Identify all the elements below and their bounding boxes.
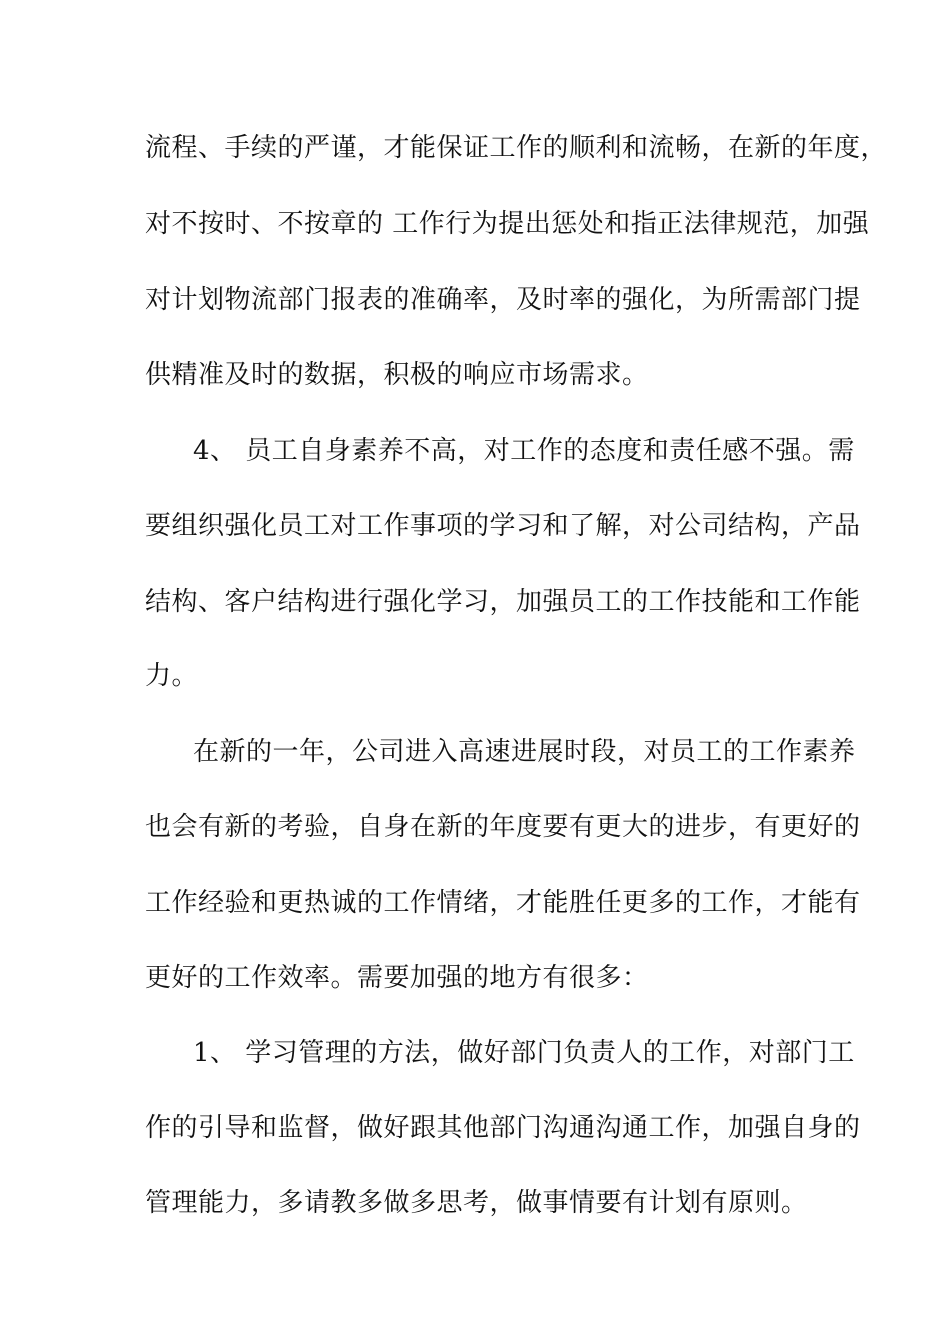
text-line: 流程、手续的严谨，才能保证工作的顺利和流畅，在新的年度， <box>145 133 888 163</box>
text-line: 工作经验和更热诚的工作情绪，才能胜任更多的工作，才能有 <box>145 888 861 918</box>
text-line: 供精准及时的数据，积极的响应市场需求。 <box>145 360 649 390</box>
text-line: 更好的工作效率。需要加强的地方有很多： <box>145 963 649 993</box>
text-line: 管理能力，多请教多做多思考，做事情要有计划有原则。 <box>145 1188 808 1218</box>
text-line: 也会有新的考验，自身在新的年度要有更大的进步，有更好的 <box>145 812 861 842</box>
text-line: 对不按时、不按章的 工作行为提出惩处和指正法律规范，加强 <box>145 209 870 239</box>
paragraph-start-line: 在新的一年，公司进入高速进展时段，对员工的工作素养 <box>193 737 856 767</box>
text-line: 力。 <box>145 661 199 691</box>
text-line: 要组织强化员工对工作事项的学习和了解，对公司结构，产品 <box>145 511 861 541</box>
text-line: 结构、客户结构进行强化学习，加强员工的工作技能和工作能 <box>145 587 861 617</box>
text-line: 对计划物流部门报表的准确率，及时率的强化，为所需部门提 <box>145 285 861 315</box>
list-item-line: 1、 学习管理的方法，做好部门负责人的工作，对部门工 <box>193 1038 855 1068</box>
text-line: 作的引导和监督，做好跟其他部门沟通沟通工作，加强自身的 <box>145 1113 861 1143</box>
list-item-line: 4、 员工自身素养不高，对工作的态度和责任感不强。需 <box>193 436 855 466</box>
